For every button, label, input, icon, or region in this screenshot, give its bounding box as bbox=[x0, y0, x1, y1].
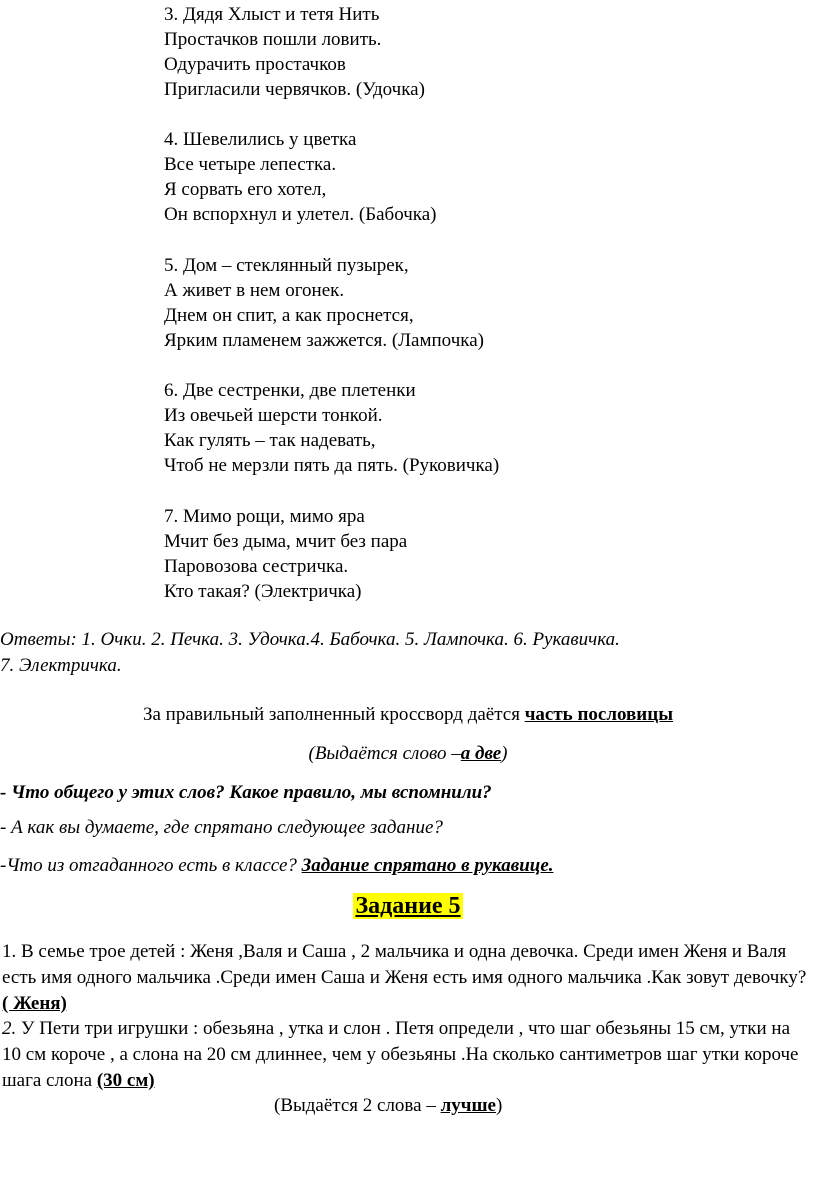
answers-line-2: 7. Электричка. bbox=[0, 655, 122, 676]
riddle-5 bbox=[164, 253, 484, 353]
issued-suffix: ) bbox=[501, 743, 508, 764]
answers-line-1: Ответы: 1. Очки. 2. Печка. 3. Удочка.4. Бабочка. 5. Лампочка. 6. Рукавичка. bbox=[0, 629, 620, 650]
riddle-line: Он вспорхнул и улетел. (Бабочка) bbox=[164, 204, 437, 225]
riddle-line: А живет в нем огонек. bbox=[164, 280, 345, 301]
question-3-text: -Что из отгаданного есть в классе? bbox=[0, 855, 302, 876]
riddle-4 bbox=[164, 127, 437, 227]
riddle-3 bbox=[164, 2, 425, 102]
riddle-line: Днем он спит, а как проснется, bbox=[164, 305, 414, 326]
task-5-issued-suffix: ) bbox=[495, 1095, 503, 1116]
task-5-problem-2 bbox=[2, 1016, 812, 1094]
question-1: - Что общего у этих слов? Какое правило, мы вспомнили? bbox=[0, 782, 492, 803]
reward-emphasis: часть пословицы bbox=[524, 704, 674, 725]
riddle-line: Пригласили червячков. (Удочка) bbox=[164, 79, 425, 100]
riddle-line: 3. Дядя Хлыст и тетя Нить bbox=[164, 4, 380, 25]
riddle-line: Как гулять – так надевать, bbox=[164, 430, 376, 451]
riddle-line: Кто такая? (Электричка) bbox=[164, 581, 362, 602]
problem-2-number: 2. bbox=[2, 1018, 17, 1039]
riddle-line: Все четыре лепестка. bbox=[164, 154, 337, 175]
riddle-line: 4. Шевелились у цветка bbox=[164, 129, 357, 150]
reward-line bbox=[0, 704, 816, 726]
task-5-problem-1 bbox=[2, 939, 812, 1017]
riddle-line: Простачков пошли ловить. bbox=[164, 29, 382, 50]
problem-1-answer: ( Женя) bbox=[2, 993, 67, 1014]
problem-2-answer: (30 см) bbox=[96, 1070, 155, 1091]
reward-text: За правильный заполненный кроссворд даётся bbox=[142, 704, 525, 725]
question-2: - А как вы думаете, где спрятано следующее задание? bbox=[0, 817, 443, 838]
task-5-issued-word: лучше bbox=[440, 1095, 496, 1116]
task-5-issued-prefix: (Выдаётся 2 слова – bbox=[274, 1095, 441, 1116]
question-3 bbox=[0, 855, 554, 877]
issued-word: а две bbox=[460, 743, 502, 764]
issued-line bbox=[0, 743, 816, 765]
riddle-6 bbox=[164, 378, 499, 478]
task-5-heading-text: Задание 5 bbox=[355, 893, 461, 919]
riddle-line: Мчит без дыма, мчит без пара bbox=[164, 531, 408, 552]
riddle-7 bbox=[164, 504, 407, 604]
riddle-line: Чтоб не мерзли пять да пять. (Руковичка) bbox=[164, 455, 500, 476]
question-3-answer: Задание спрятано в рукавице. bbox=[301, 855, 554, 876]
riddle-line: 7. Мимо рощи, мимо яра bbox=[164, 506, 365, 527]
problem-2-text: У Пети три игрушки : обезьяна , утка и слон . Петя определи , что шаг обезьяны 15 см, утки на 10 см короче , а слона на 20 см длиннее, чем у обезьяны .На сколько сантиметров шаг утки короче шага слона bbox=[2, 1018, 799, 1091]
riddle-line: 6. Две сестренки, две плетенки bbox=[164, 380, 416, 401]
riddle-line: Паровозова сестричка. bbox=[164, 556, 349, 577]
task-5-issued-line bbox=[274, 1095, 502, 1117]
task-5-heading bbox=[0, 893, 816, 920]
riddle-line: Одурачить простачков bbox=[164, 54, 346, 75]
issued-prefix: (Выдаётся слово – bbox=[308, 743, 461, 764]
riddle-line: Я сорвать его хотел, bbox=[164, 179, 327, 200]
riddle-line: Из овечьей шерсти тонкой. bbox=[164, 405, 383, 426]
riddle-line: 5. Дом – стеклянный пузырек, bbox=[164, 255, 409, 276]
problem-1-text: 1. В семье трое детей : Женя ,Валя и Саша , 2 мальчика и одна девочка. Среди имен Женя и Валя есть имя одного мальчика .Среди имен Саша и Женя есть имя одного мальчика .Как зовут девочку? bbox=[2, 941, 807, 988]
riddle-line: Ярким пламенем зажжется. (Лампочка) bbox=[164, 330, 484, 351]
